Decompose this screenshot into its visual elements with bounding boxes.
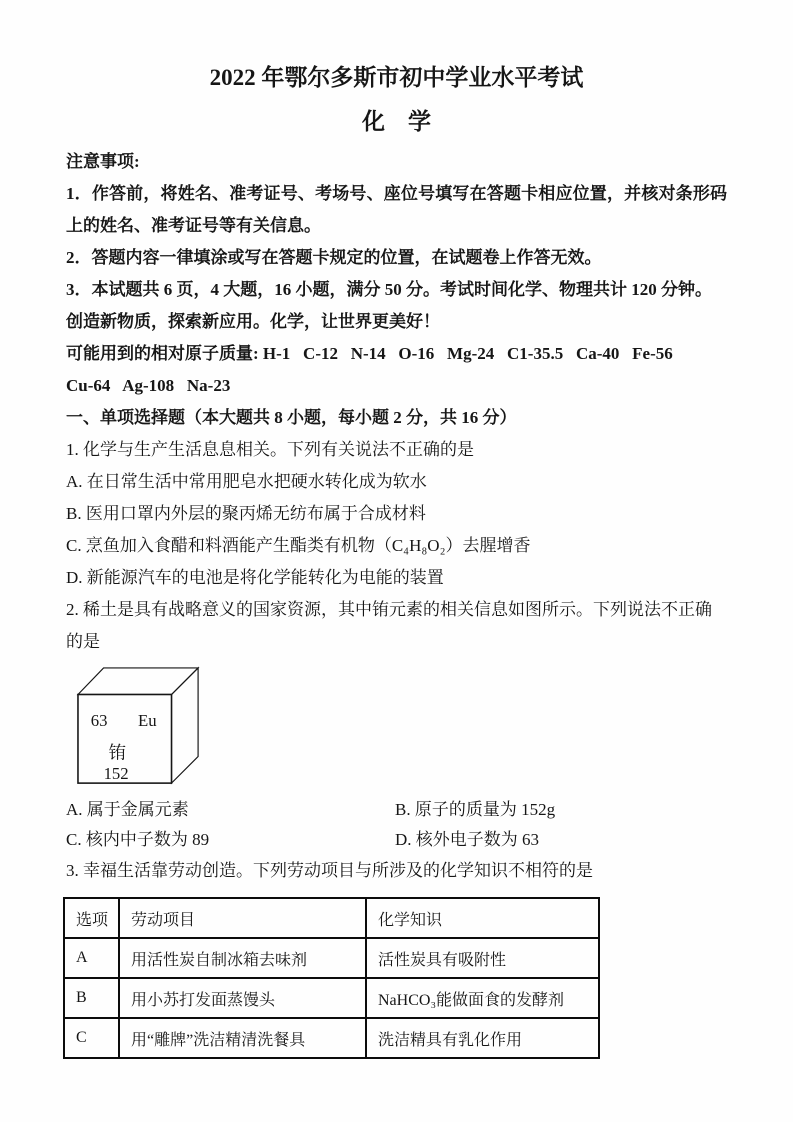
row-a-knowledge: 活性炭具有吸附性 [366, 938, 599, 978]
element-cube-figure [76, 664, 727, 789]
table-row [64, 1018, 599, 1058]
row-b-task: 用小苏打发面蒸馒头 [119, 978, 366, 1018]
row-a-option: A [64, 938, 119, 978]
row-c-task: 用“雕牌”洗洁精清洗餐具 [119, 1018, 366, 1058]
element-mass: 152 [103, 764, 129, 784]
question-1-option-a: A. 在日常生活中常用肥皂水把硬水转化成为软水 [66, 472, 427, 491]
cube-top-face [78, 668, 198, 695]
question-2-option-b: B. 原子的质量为 152g [395, 800, 556, 819]
cube-right-face [172, 668, 199, 783]
row-c-knowledge: 洗洁精具有乳化作用 [366, 1018, 599, 1058]
question-1-option-d: D. 新能源汽车的电池是将化学能转化为电能的装置 [66, 568, 444, 587]
row-c-option: C [64, 1018, 119, 1058]
question-3 [66, 855, 727, 1059]
subject-title: 化 学 [362, 109, 431, 134]
element-atomic-number: 63 [90, 711, 108, 731]
question-2 [66, 594, 727, 855]
question-3-table [63, 897, 600, 1059]
question-2-stem: 2. 稀土是具有战略意义的国家资源，其中铕元素的相关信息如图所示。下列说法不正确的是 [66, 600, 712, 651]
page-title: 2022 年鄂尔多斯市初中学业水平考试 [209, 65, 584, 90]
notice-item-1: 1．作答前，将姓名、准考证号、考场号、座位号填写在答题卡相应位置，并核对条形码上的姓名、准考证号等有关信息。 [66, 184, 727, 235]
question-1-option-c: C. 烹鱼加入食醋和料酒能产生酯类有机物（C₄H₈O₂）去腥增香 [66, 536, 531, 555]
element-symbol: Eu [138, 711, 157, 731]
notice-heading: 注意事项: [66, 152, 140, 171]
header-cell-option: 选项 [64, 898, 119, 938]
header-cell-knowledge: 化学知识 [366, 898, 599, 938]
section-1-heading: 一、单项选择题（本大题共 8 小题，每小题 2 分，共 16 分） [66, 408, 517, 427]
question-2-option-a: A. 属于金属元素 [66, 800, 189, 819]
table-row [64, 978, 599, 1018]
question-1-option-b: B. 医用口罩内外层的聚丙烯无纺布属于合成材料 [66, 504, 426, 523]
table-row [64, 938, 599, 978]
notice-item-3: 3．本试题共 6 页，4 大题，16 小题，满分 50 分。考试时间化学、物理共计 120 分钟。 [66, 280, 712, 299]
row-a-task: 用活性炭自制冰箱去味剂 [119, 938, 366, 978]
atomic-masses-line-2: Cu-64 Ag-108 Na-23 [66, 376, 231, 395]
element-cube-diagram [76, 664, 204, 789]
row-b-knowledge: NaHCO₃能做面食的发酵剂 [366, 978, 599, 1018]
notice-section [66, 146, 727, 402]
question-2-option-d: D. 核外电子数为 63 [395, 830, 540, 849]
header-cell-task: 劳动项目 [119, 898, 366, 938]
notice-item-2: 2．答题内容一律填涂或写在答题卡规定的位置，在试题卷上作答无效。 [66, 248, 602, 267]
question-1-stem: 1. 化学与生产生活息息相关。下列有关说法不正确的是 [66, 440, 474, 459]
atomic-masses-line-1: 可能用到的相对原子质量: H-1 C-12 N-14 O-16 Mg-24 C1-35.5 Ca-40 Fe-56 [66, 344, 673, 363]
question-2-option-c: C. 核内中子数为 89 [66, 830, 210, 849]
row-b-option: B [64, 978, 119, 1018]
question-3-stem: 3. 幸福生活靠劳动创造。下列劳动项目与所涉及的化学知识不相符的是 [66, 861, 593, 880]
question-1 [66, 434, 727, 594]
question-2-options [66, 795, 727, 855]
slogan-line: 创造新物质，探索新应用。化学，让世界更美好！ [66, 312, 440, 331]
element-name: 铕 [108, 742, 127, 763]
table-header-row [64, 898, 599, 938]
